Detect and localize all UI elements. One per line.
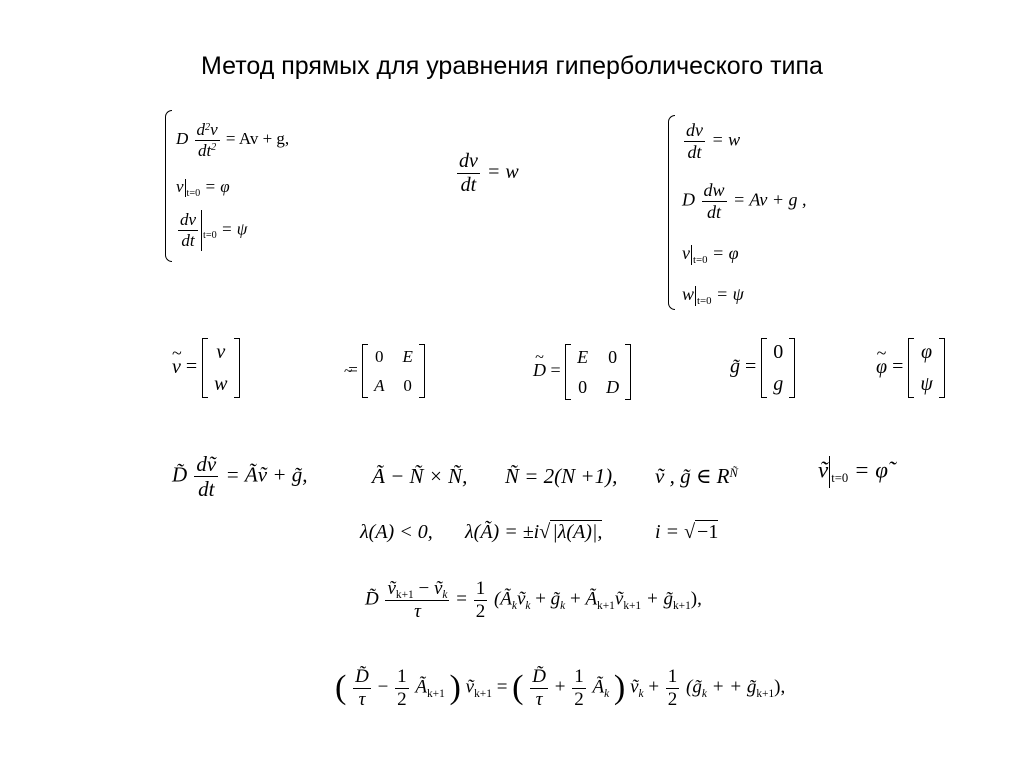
membership: ṽ , g̃ ∈ $R^Ñ$ [655,464,738,488]
system-right-line1: $\frac{dv}{dt}$ = w [686,120,741,162]
n-definition: Ñ = 2(N +1), [505,464,618,488]
eigen-lambda-A: λ(A) < 0, [360,521,433,543]
system-right-line4: w $_{t=0}$ = ψ [682,284,744,307]
initial-condition: ṽt=0 = φ̃ [818,456,888,488]
system-left-line3: $\frac{dv}{dt}$ $_{t=0}$ = ψ [180,210,248,250]
vector-g: g̃ = 0 g [730,338,795,398]
system-right-line2: D $\frac{dw}{dt}$ = Av + g , [682,180,807,222]
scheme-implicit-form: ( $\frac{D̃}{\tau}$ − $\frac{1}{2}$ $Ã_{k+1}$ ) ṽ$_{k+1}$ = ( $\frac{D̃}{\tau}$ + $\frac{1}{2}$ $Ã_k$ ) ṽ$_k$ + $\frac{1}{2}$ ($g̃_k$ + + $g̃_{k+1}$), [335,666,786,710]
main-ode: D̃ $\frac{\text{dṽ}}{dt}$ = Ãṽ + g̃, [172,452,308,502]
system-right-line3: v $_{t=0}$ = φ [682,243,739,266]
middle-equation: $\frac{dv}{dt}$ = w [459,150,519,196]
eigen-lambda-Atilde: λ(Ã) = ±i√ |λ(A)|, [465,521,603,543]
matrix-D: ~ D = E 0 0 D [533,344,631,400]
system-left-line1: D $\frac{d^2v}{dt^2}$ = Av + g, [176,120,290,160]
vector-phi: ~ φ = φ ψ [876,338,945,398]
slide-title: Метод прямых для уравнения гиперболического типа [201,52,823,80]
vector-v: ~ v = v w [172,338,240,398]
scheme-crank-nicolson: D̃ $\frac{ṽ_{k+1} - ṽ_k}{\tau}$ = $\frac{1}{2}$ ($Ã_kṽ_k$ + $g̃_k$ + $Ã_{k+1}ṽ_{k+1}$ + $g̃_{k+1}$), [365,578,702,622]
system-left-line2: v $_{t=0}$ = φ [176,177,230,199]
brace-right [668,115,675,310]
imaginary-unit: i = √ −1 [655,521,719,543]
brace-left [165,110,172,262]
matrix-A: = 0 E A 0 [344,344,425,398]
matrix-dims: Ã − Ñ × Ñ, [372,464,468,488]
